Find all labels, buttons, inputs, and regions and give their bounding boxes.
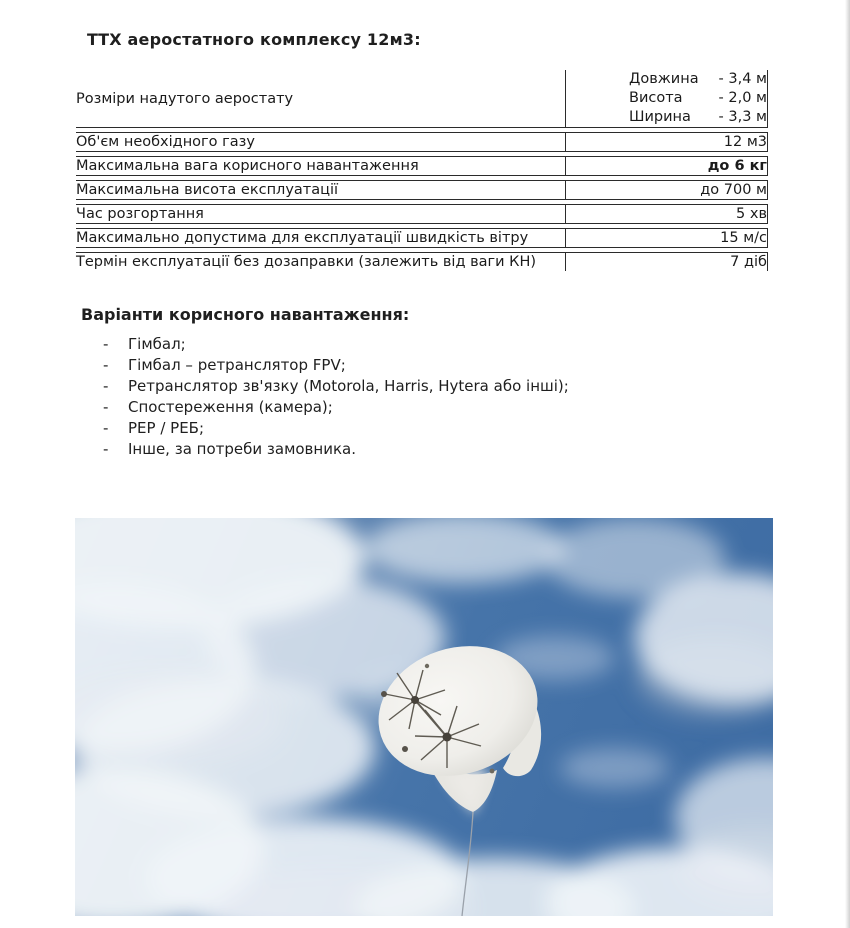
bullet-marker: - bbox=[103, 356, 109, 374]
dimension-name: Висота bbox=[629, 90, 683, 106]
list-item-text: Спостереження (камера); bbox=[128, 398, 333, 416]
bullet-marker: - bbox=[103, 440, 109, 458]
spec-label: Розміри надутого аеростату bbox=[76, 70, 565, 128]
page-title: ТТХ аеростатного комплексу 12м3: bbox=[87, 30, 421, 49]
payload-section bbox=[81, 305, 569, 460]
spec-label: Об'єм необхідного газу bbox=[76, 132, 565, 152]
balloon-patch bbox=[490, 769, 495, 774]
spec-label: Час розгортання bbox=[76, 204, 565, 224]
bullet-marker: - bbox=[103, 377, 109, 395]
list-item-text: РЕР / РЕБ; bbox=[128, 419, 205, 437]
spec-label: Максимально допустима для експлуатації швидкість вітру bbox=[76, 228, 565, 248]
list-item bbox=[81, 418, 569, 439]
spec-label: Термін експлуатації без дозаправки (залежить від ваги КН) bbox=[76, 252, 565, 271]
right-edge-strip bbox=[845, 0, 850, 928]
dimension-line bbox=[629, 108, 767, 127]
balloon-patch bbox=[425, 664, 429, 668]
bullet-marker: - bbox=[103, 398, 109, 416]
list-item-text: Ретранслятор зв'язку (Motorola, Harris, Hytera або інші); bbox=[128, 377, 569, 395]
spec-value bbox=[565, 70, 768, 128]
payload-heading: Варіанти корисного навантаження: bbox=[81, 305, 410, 324]
aerostat-photo bbox=[75, 518, 773, 916]
bullet-marker: - bbox=[103, 335, 109, 353]
table-row bbox=[76, 132, 768, 152]
list-item-text: Інше, за потреби замовника. bbox=[128, 440, 356, 458]
list-item bbox=[81, 397, 569, 418]
dimension-line bbox=[629, 70, 767, 89]
rigging-hub bbox=[443, 733, 452, 742]
rigging-hub bbox=[411, 696, 419, 704]
dimension-value: - 3,3 м bbox=[718, 109, 767, 125]
balloon-patch bbox=[381, 691, 387, 697]
spec-value: 7 діб bbox=[565, 252, 768, 271]
table-row bbox=[76, 252, 768, 271]
spec-label: Максимальна вага корисного навантаження bbox=[76, 156, 565, 176]
spec-value: 15 м/с bbox=[565, 228, 768, 248]
table-row bbox=[76, 180, 768, 200]
table-row bbox=[76, 156, 768, 176]
spec-value: 12 м3 bbox=[565, 132, 768, 152]
list-item bbox=[81, 439, 569, 460]
table-row bbox=[76, 228, 768, 248]
list-item bbox=[81, 376, 569, 397]
spec-value: до 700 м bbox=[565, 180, 768, 200]
dimension-value: - 2,0 м bbox=[718, 90, 767, 106]
list-item bbox=[81, 334, 569, 355]
list-item bbox=[81, 355, 569, 376]
list-item-text: Гімбал – ретранслятор FPV; bbox=[128, 356, 346, 374]
list-item-text: Гімбал; bbox=[128, 335, 186, 353]
spec-value: 5 хв bbox=[565, 204, 768, 224]
table-row bbox=[76, 204, 768, 224]
spec-label: Максимальна висота експлуатації bbox=[76, 180, 565, 200]
dimension-line bbox=[629, 89, 767, 108]
spec-value: до 6 кг bbox=[565, 156, 768, 176]
specs-table bbox=[76, 66, 768, 275]
dimension-name: Довжина bbox=[629, 71, 699, 87]
dimension-name: Ширина bbox=[629, 109, 691, 125]
dimension-value: - 3,4 м bbox=[718, 71, 767, 87]
balloon-patch bbox=[402, 746, 408, 752]
table-row bbox=[76, 70, 768, 128]
bullet-marker: - bbox=[103, 419, 109, 437]
sky-photo-graphic bbox=[75, 518, 773, 916]
